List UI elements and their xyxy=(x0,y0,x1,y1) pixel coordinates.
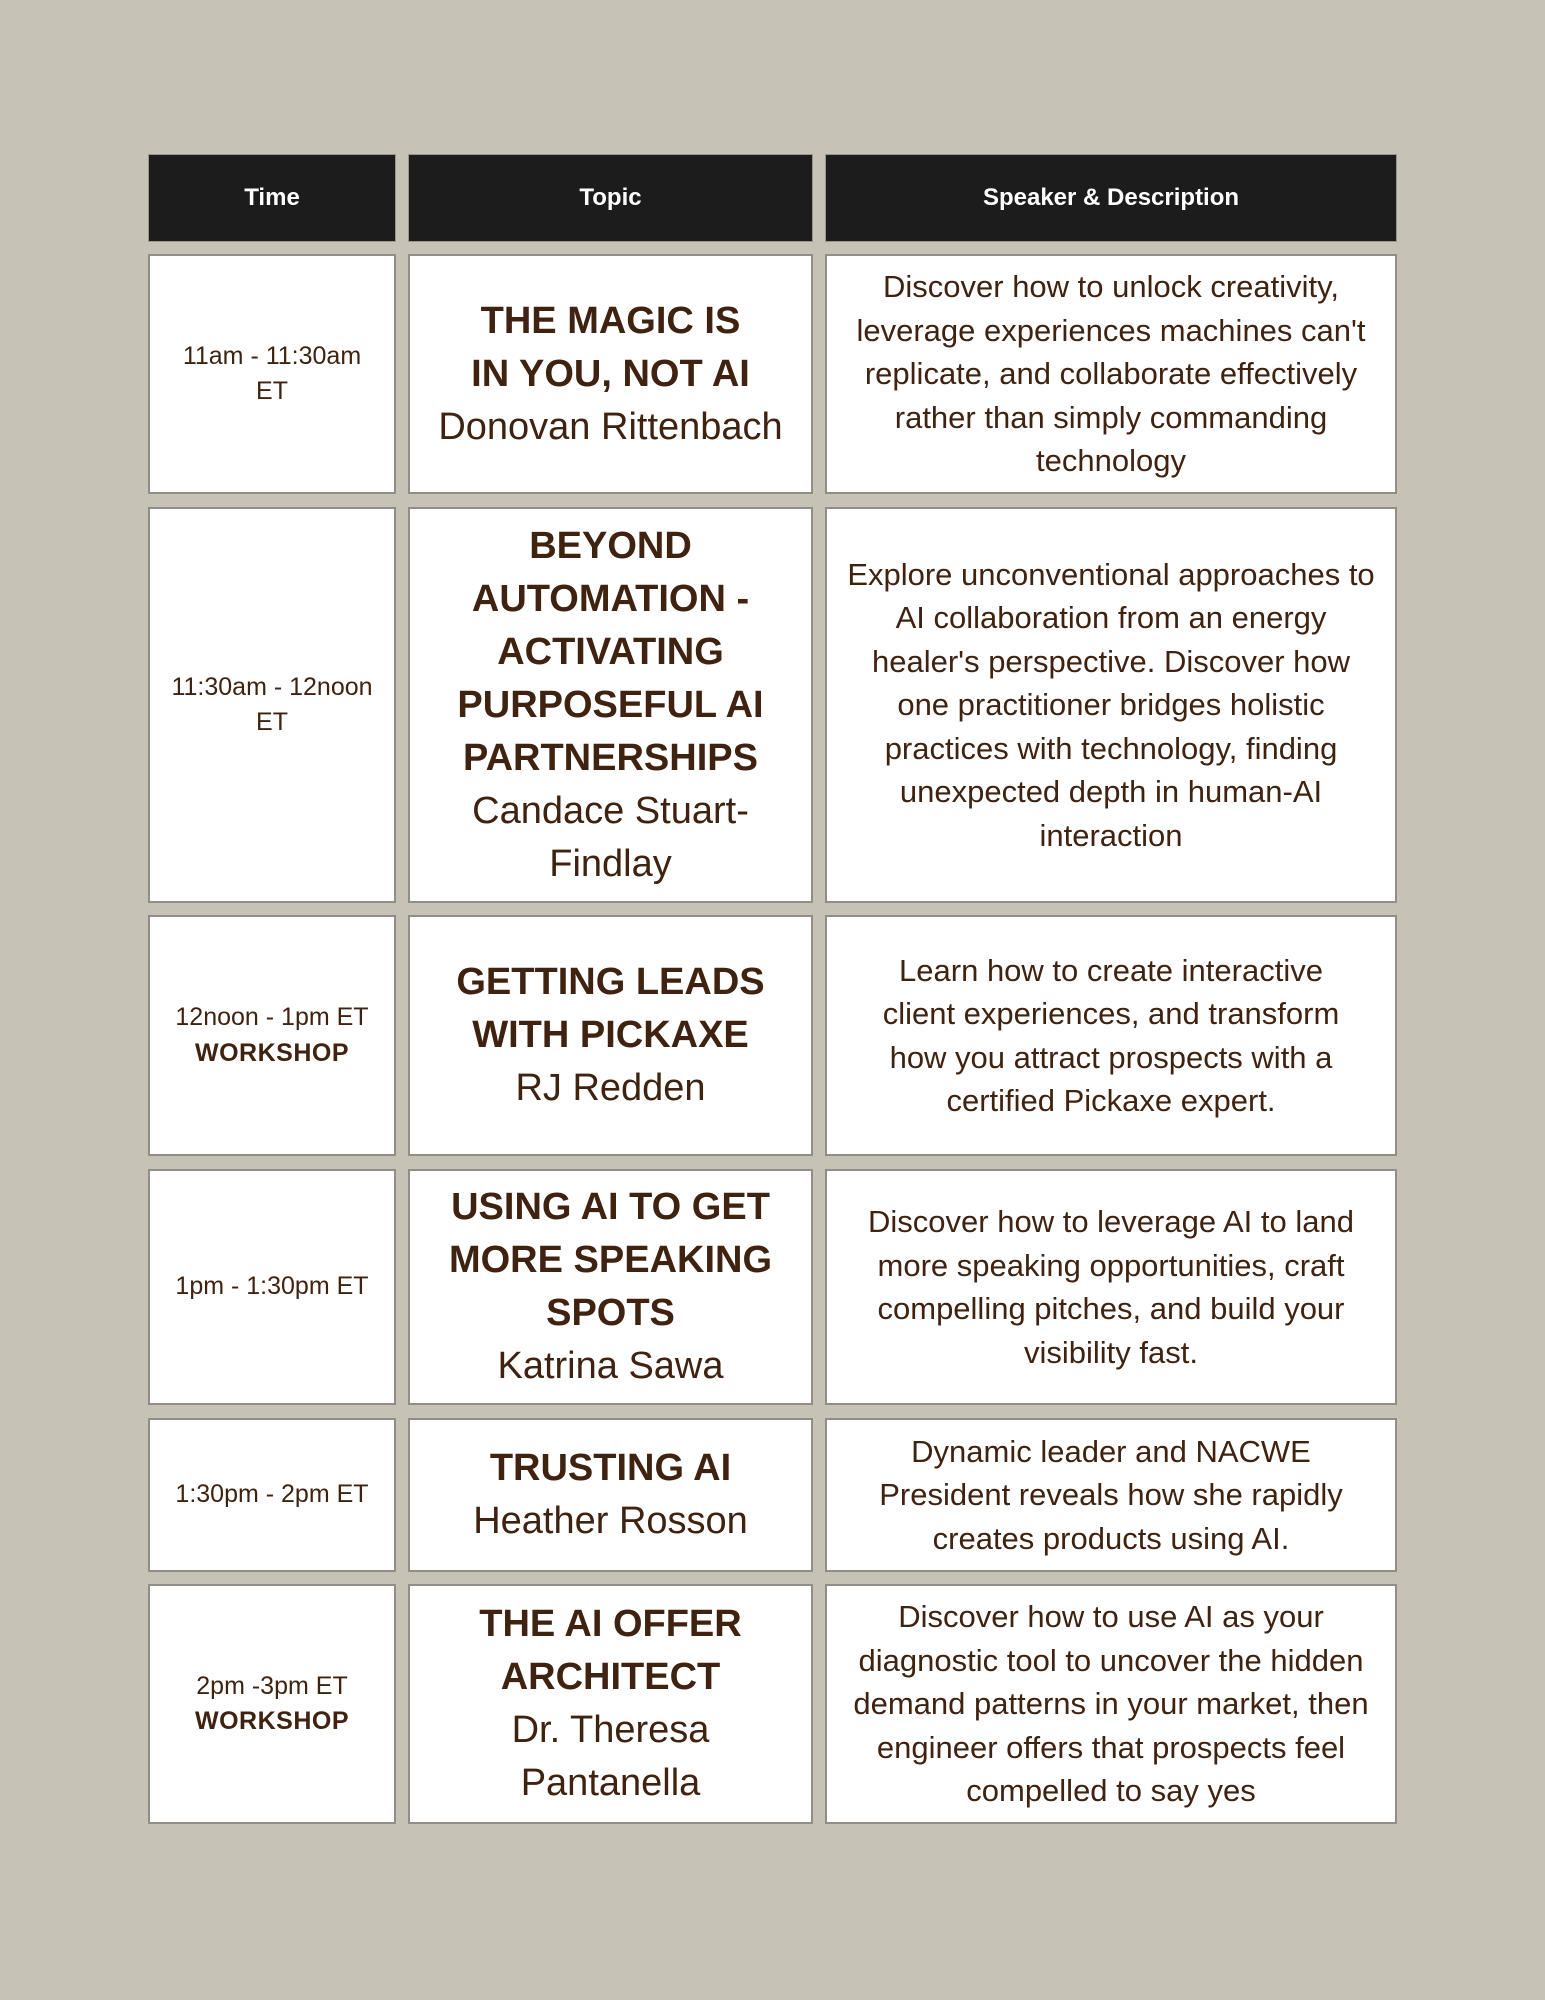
session-4-description-cell xyxy=(825,1169,1397,1405)
session-time: 1:30pm - 2pm ET xyxy=(175,1480,369,1509)
header-topic-label: Topic xyxy=(579,184,642,211)
session-description: Discover how to leverage AI to land more speaking opportunities, craft compelling pitches, and build your visibility fast. xyxy=(868,1204,1354,1370)
workshop-badge: WORKSHOP xyxy=(195,1707,349,1735)
session-time: 2pm -3pm ET xyxy=(196,1671,348,1700)
session-1-description-cell xyxy=(825,254,1397,494)
session-description: Learn how to create interactive client experiences, and transform how you attract prospects with a certified Pickaxe expert. xyxy=(882,952,1340,1118)
header-speaker-description-label: Speaker & Description xyxy=(982,184,1240,211)
session-title: USING AI TO GET MORE SPEAKING SPOTS xyxy=(448,1186,773,1334)
session-speaker: Katrina Sawa xyxy=(497,1345,724,1387)
session-6-description-cell xyxy=(825,1584,1397,1824)
session-time: 11am - 11:30am ET xyxy=(182,341,362,405)
session-3-description-cell xyxy=(825,915,1397,1156)
session-5-topic-cell xyxy=(408,1418,813,1572)
session-time: 1pm - 1:30pm ET xyxy=(175,1272,369,1301)
session-title: THE MAGIC IS IN YOU, NOT AI xyxy=(471,299,750,395)
session-3-time-cell xyxy=(148,915,396,1156)
session-speaker: Heather Rosson xyxy=(473,1500,748,1542)
session-description: Discover how to use AI as your diagnostic tool to uncover the hidden demand patterns in your market, then engineer offers that prospects feel compelled to say yes xyxy=(853,1599,1369,1809)
session-time: 12noon - 1pm ET xyxy=(175,1003,369,1031)
session-5-description-cell xyxy=(825,1418,1397,1572)
session-time: 11:30am - 12noon ET xyxy=(171,672,373,736)
session-1-time-cell xyxy=(148,254,396,494)
session-4-topic-cell xyxy=(408,1169,813,1405)
session-speaker: Dr. Theresa Pantanella xyxy=(511,1709,710,1804)
workshop-badge: WORKSHOP xyxy=(195,1038,349,1067)
header-time-label: Time xyxy=(244,184,300,211)
session-title: THE AI OFFER ARCHITECT xyxy=(479,1603,742,1698)
session-3-topic-cell xyxy=(408,915,813,1156)
session-4-time-cell xyxy=(148,1169,396,1405)
session-6-time-cell xyxy=(148,1584,396,1824)
session-1-topic-cell xyxy=(408,254,813,494)
session-description: Explore unconventional approaches to AI collaboration from an energy healer's perspective. Discover how one practitioner bridges holistic practices with technology, finding unexpected depth in human-AI interaction xyxy=(847,556,1375,853)
session-title: BEYOND AUTOMATION - ACTIVATING PURPOSEFUL AI PARTNERSHIPS xyxy=(457,524,764,779)
header-time xyxy=(148,154,396,242)
session-speaker: Donovan Rittenbach xyxy=(438,405,783,448)
header-topic xyxy=(408,154,813,242)
session-description: Discover how to unlock creativity, leverage experiences machines can't replicate, and collaborate effectively rather than simply commanding technology xyxy=(856,269,1366,479)
session-speaker: RJ Redden xyxy=(515,1067,706,1109)
header-speaker-description xyxy=(825,154,1397,242)
session-description: Dynamic leader and NACWE President reveals how she rapidly creates products using AI. xyxy=(879,1433,1343,1556)
session-speaker: Candace Stuart-Findlay xyxy=(472,789,749,885)
session-2-description-cell xyxy=(825,507,1397,903)
session-title: TRUSTING AI xyxy=(489,1447,732,1489)
session-6-topic-cell xyxy=(408,1584,813,1824)
session-2-time-cell xyxy=(148,507,396,903)
session-title: GETTING LEADS WITH PICKAXE xyxy=(456,961,765,1056)
session-2-topic-cell xyxy=(408,507,813,903)
session-5-time-cell xyxy=(148,1418,396,1572)
